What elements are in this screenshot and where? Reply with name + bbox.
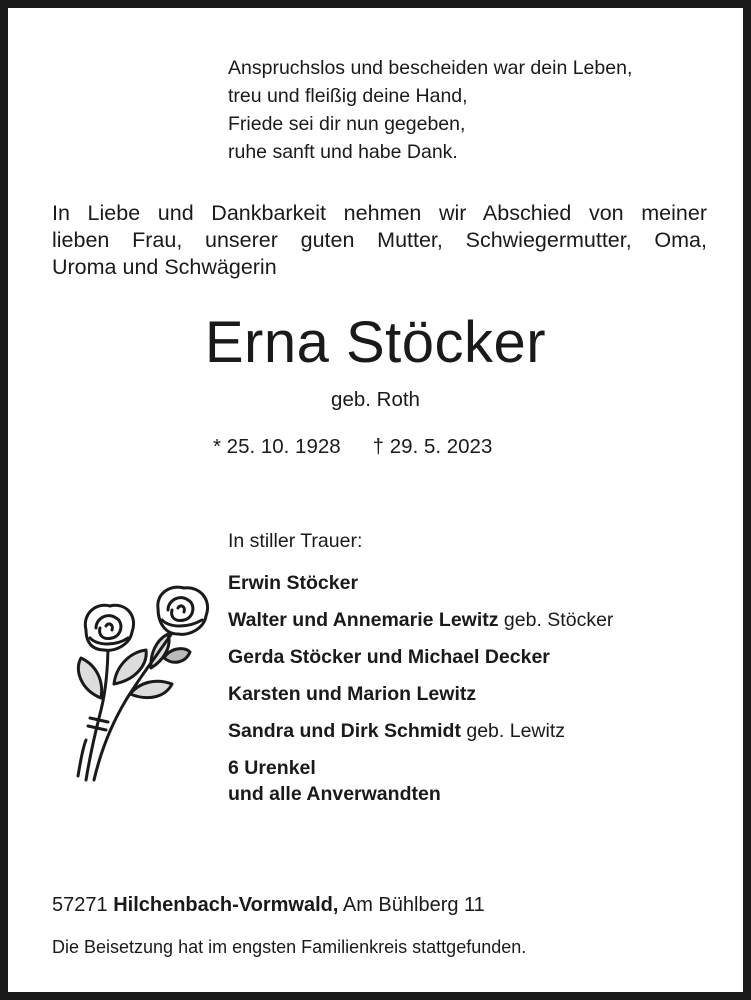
- mourner-entry: [228, 607, 728, 633]
- poem-line: Anspruchslos und bescheiden war dein Leben,: [228, 57, 633, 79]
- intro-text: [52, 200, 707, 281]
- mourner-name: Walter und Annemarie Lewitz: [228, 609, 499, 631]
- poem-line: Friede sei dir nun gegeben,: [228, 113, 466, 135]
- mourner-name: Erwin Stöcker: [228, 572, 359, 594]
- address: [52, 892, 485, 918]
- city: Hilchenbach-Vormwald,: [113, 894, 339, 916]
- mourner-entry: [228, 570, 728, 596]
- street: Am Bühlberg 11: [338, 894, 485, 916]
- mourners-header: In stiller Trauer:: [228, 530, 363, 552]
- death-date: † 29. 5. 2023: [372, 435, 493, 458]
- poem-line: ruhe sanft und habe Dank.: [228, 141, 458, 163]
- mourners-list: [228, 528, 728, 807]
- mourners-tail-line: 6 Urenkel: [228, 757, 316, 779]
- poem: [228, 54, 708, 166]
- mourner-name: Gerda Stöcker und Michael Decker: [228, 646, 550, 668]
- poem-line: treu und fleißig deine Hand,: [228, 85, 468, 107]
- mourner-name: Karsten und Marion Lewitz: [228, 683, 477, 705]
- birth-date: * 25. 10. 1928: [213, 435, 341, 458]
- intro-line: Uroma und Schwägerin: [52, 255, 277, 279]
- intro-line: In Liebe und Dankbarkeit nehmen wir Abschied von meiner: [52, 201, 707, 225]
- mourner-suffix: geb. Stöcker: [498, 609, 614, 631]
- life-dates: [213, 433, 492, 461]
- mourner-name: Sandra und Dirk Schmidt: [228, 720, 461, 742]
- mourners-tail-line: und alle Anverwandten: [228, 783, 441, 805]
- burial-notice: Die Beisetzung hat im engsten Familienkreis stattgefunden.: [52, 937, 527, 957]
- mourner-suffix: geb. Lewitz: [460, 720, 566, 742]
- deceased-name: Erna Stöcker: [204, 310, 547, 375]
- mourner-entry: [228, 681, 728, 707]
- roses-icon: [46, 580, 216, 790]
- mourner-entry: [228, 644, 728, 670]
- postal-code: 57271: [52, 894, 108, 916]
- mourner-entry: [228, 718, 728, 744]
- intro-line: lieben Frau, unserer guten Mutter, Schwiegermutter, Oma,: [52, 228, 707, 252]
- maiden-name: geb. Roth: [331, 388, 420, 411]
